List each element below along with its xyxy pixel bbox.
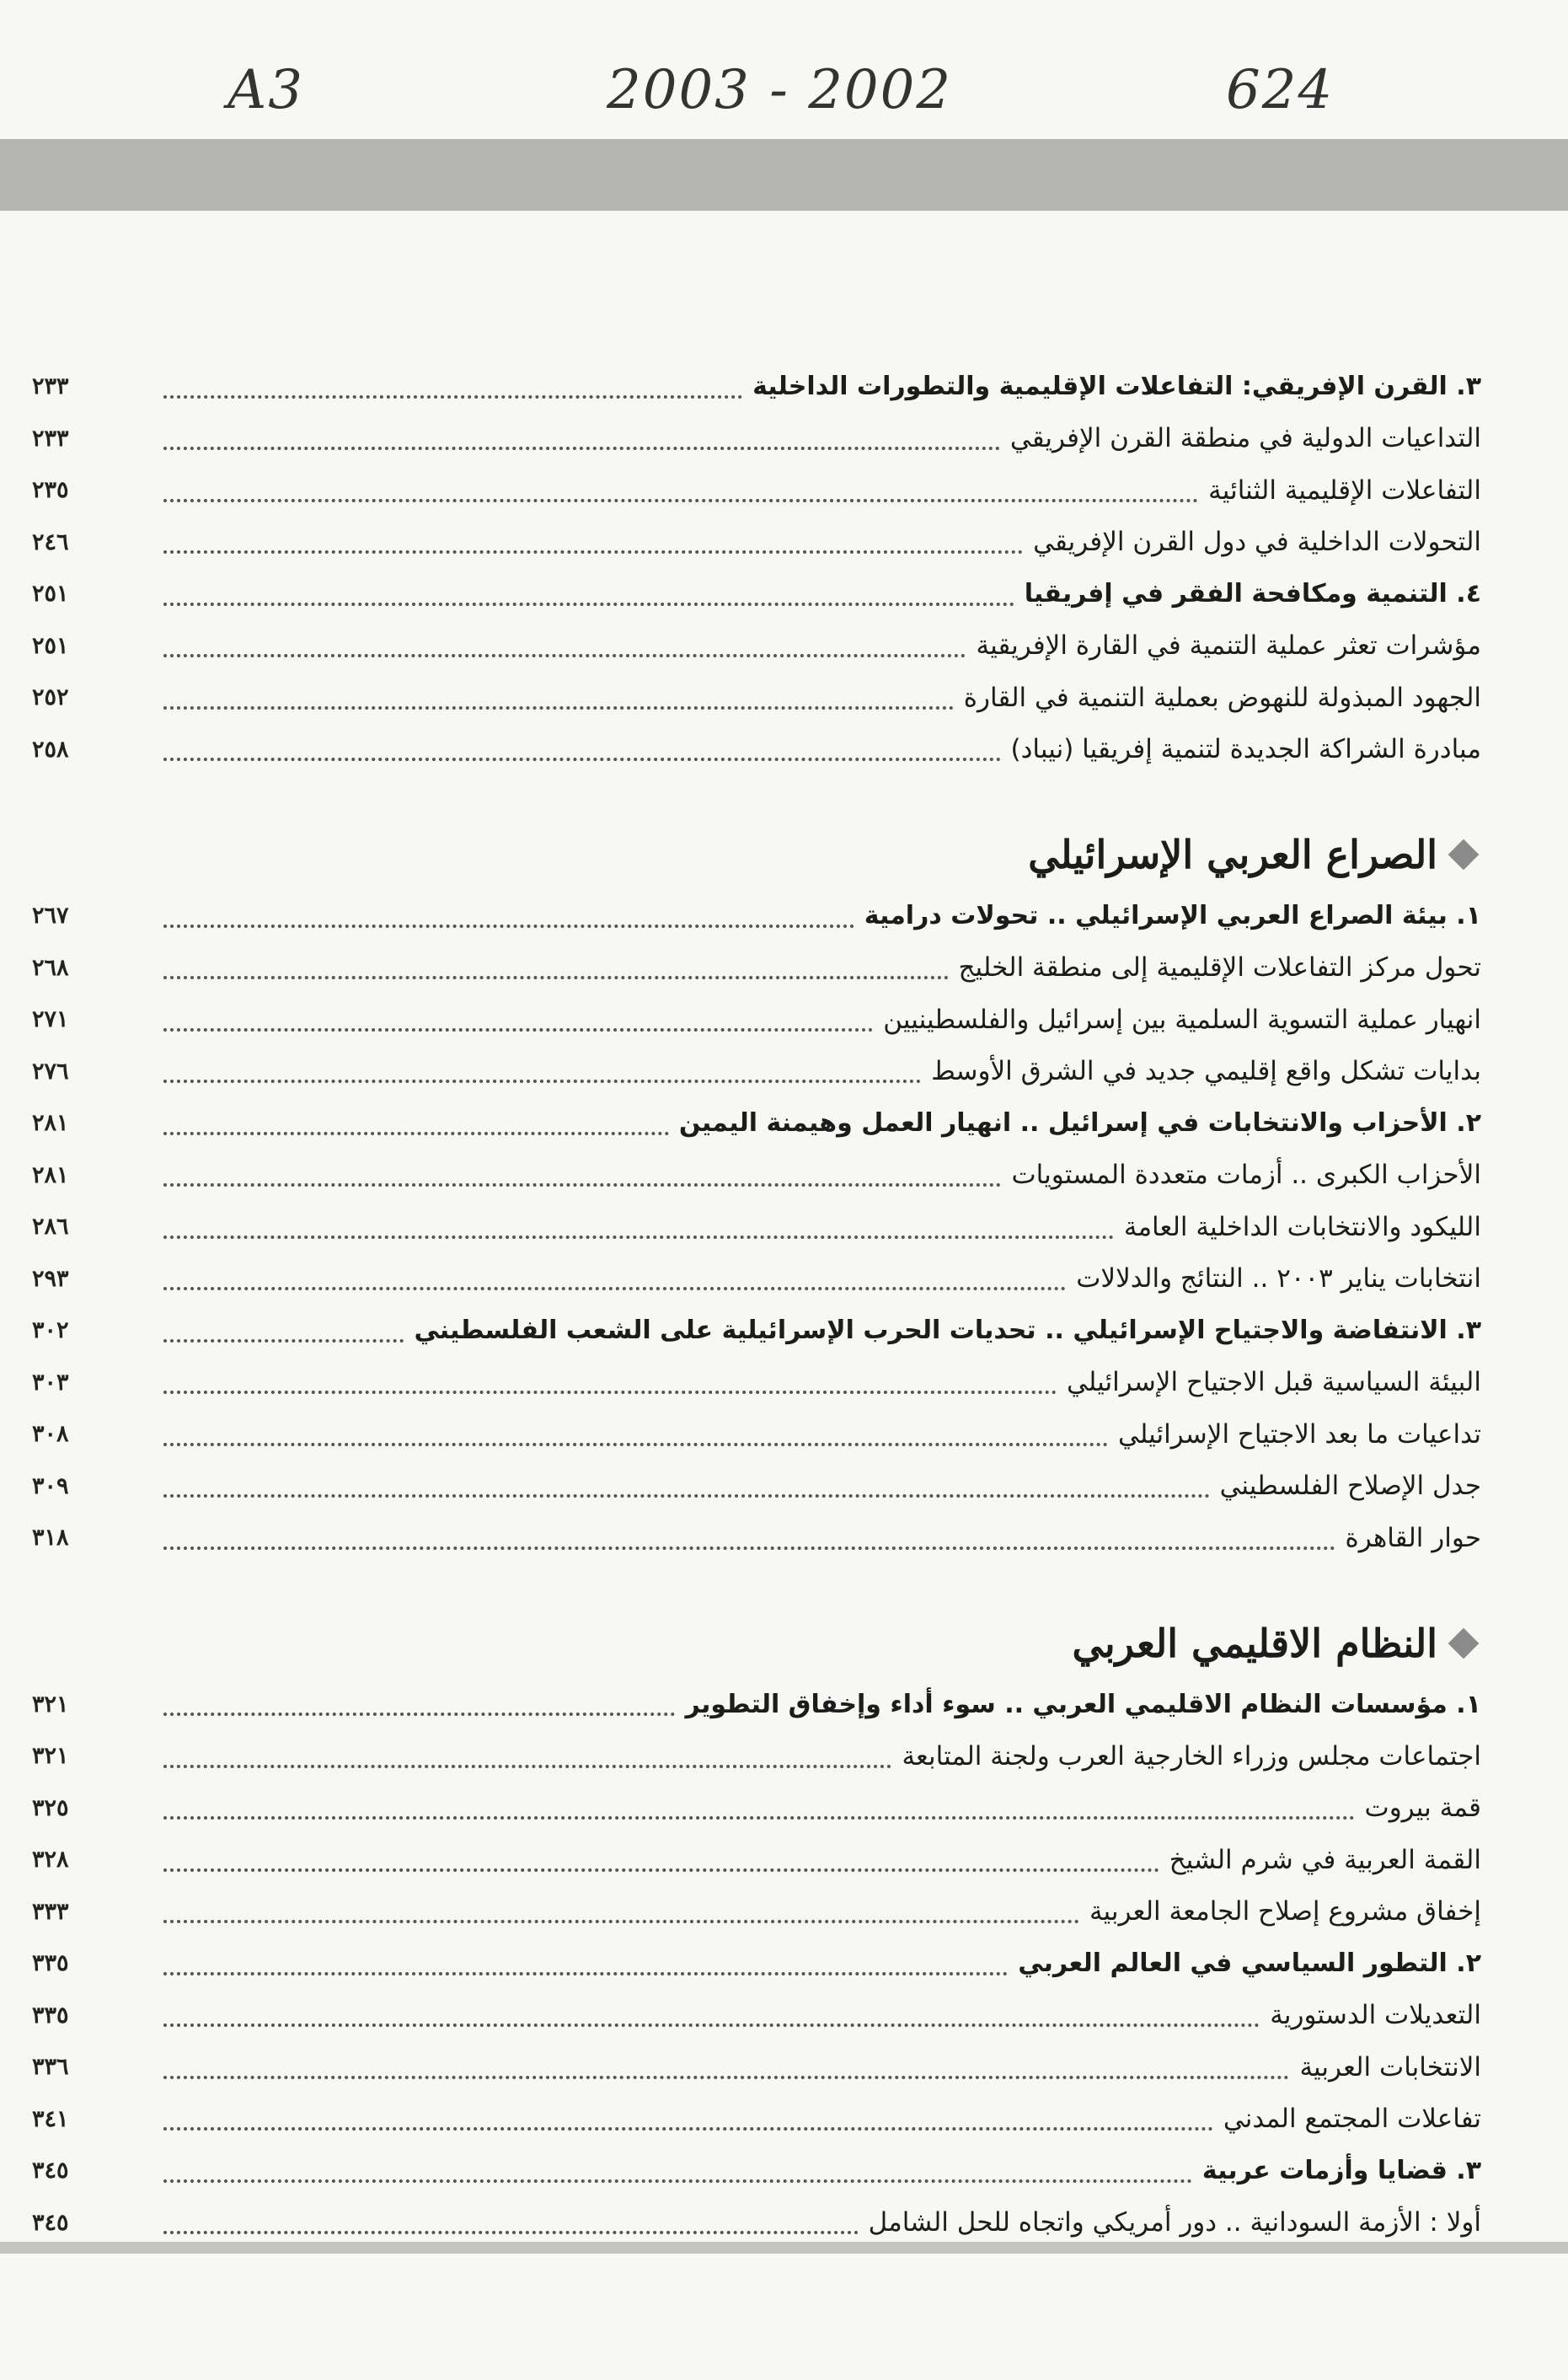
toc-chapter-row[interactable] <box>32 568 1481 620</box>
page-number: ٢٣٣ <box>32 373 69 400</box>
chapter-title: ٤. التنمية ومكافحة الفقر في إفريقيا <box>1024 579 1481 609</box>
entry-title: الأحزاب الكبرى .. أزمات متعددة المستويات <box>1011 1160 1481 1191</box>
toc-entry-row[interactable] <box>32 942 1481 994</box>
dot-leader <box>163 2231 859 2234</box>
dot-leader <box>163 2127 1213 2131</box>
toc-entry-row[interactable] <box>32 1253 1481 1305</box>
page-number: ٢٥١ <box>32 581 69 608</box>
dot-leader <box>163 1391 1057 1394</box>
entry-title: أولا : الأزمة السودانية .. دور أمريكي واتجاه للحل الشامل <box>868 2207 1481 2238</box>
section-heading <box>32 1608 1481 1679</box>
page-number: ٣٢٥ <box>32 1794 69 1821</box>
page-number: ٢٧٦ <box>32 1058 69 1085</box>
page-number: ٢٣٣ <box>32 425 69 452</box>
dot-leader <box>163 1494 1210 1498</box>
entry-title: تداعيات ما بعد الاجتياح الإسرائيلي <box>1117 1418 1481 1450</box>
toc-chapter-row[interactable] <box>32 1305 1481 1357</box>
toc-entry-row[interactable] <box>32 464 1481 517</box>
chapter-title: ٣. الانتفاضة والاجتياح الإسرائيلي .. تحديات الحرب الإسرائيلية على الشعب الفلسطيني <box>414 1316 1481 1346</box>
dot-leader <box>163 925 854 928</box>
page-number: ٢٥١ <box>32 632 69 659</box>
handwritten-number: 624 <box>1226 59 1335 121</box>
page-number: ٣٤٥ <box>32 2209 69 2236</box>
dot-leader <box>163 395 742 399</box>
page-number: ٣١٨ <box>32 1525 69 1552</box>
dot-leader <box>163 1236 1114 1239</box>
entry-title: انتخابات يناير ٢٠٠٣ .. النتائج والدلالات <box>1076 1263 1481 1295</box>
page-number: ٣٠٢ <box>32 1317 69 1344</box>
chapter-title: ١. بيئة الصراع العربي الإسرائيلي .. تحولات درامية <box>864 901 1481 931</box>
dot-leader <box>163 1132 669 1135</box>
entry-title: التداعيات الدولية في منطقة القرن الإفريقي <box>1009 423 1481 454</box>
toc-entry-row[interactable] <box>32 1730 1481 1782</box>
dot-leader <box>163 1713 675 1716</box>
page-number: ٢٦٧ <box>32 903 69 930</box>
entry-title: التفاعلات الإقليمية الثنائية <box>1208 474 1481 506</box>
toc-entry-row[interactable] <box>32 2041 1481 2093</box>
entry-title: مؤشرات تعثر عملية التنمية في القارة الإفريقية <box>976 630 1481 662</box>
toc-entry-row[interactable] <box>32 1512 1481 1564</box>
page-number: ٣٠٩ <box>32 1472 69 1499</box>
entry-title: قمة بيروت <box>1364 1793 1481 1824</box>
chapter-title: ٣. قضايا وأزمات عربية <box>1201 2156 1481 2186</box>
entry-title: التحولات الداخلية في دول القرن الإفريقي <box>1033 527 1481 558</box>
diamond-bullet-icon <box>1448 839 1480 871</box>
section-heading <box>32 819 1481 890</box>
entry-title: القمة العربية في شرم الشيخ <box>1169 1844 1481 1875</box>
entry-title: حوار القاهرة <box>1345 1522 1481 1553</box>
dot-leader <box>163 1920 1079 1923</box>
header-band <box>0 139 1568 211</box>
toc-entry-row[interactable] <box>32 517 1481 569</box>
toc-entry-row[interactable] <box>32 1461 1481 1513</box>
footer-band <box>0 2242 1568 2254</box>
toc-entry-row[interactable] <box>32 620 1481 673</box>
dot-leader <box>163 550 1023 554</box>
section-title: النظام الاقليمي العربي <box>1072 1620 1437 1666</box>
dot-leader <box>163 1339 404 1343</box>
dot-leader <box>163 758 1001 761</box>
entry-title: البيئة السياسية قبل الاجتياح الإسرائيلي <box>1067 1367 1481 1398</box>
page-number: ٣٠٨ <box>32 1421 69 1448</box>
toc-entry-row[interactable] <box>32 724 1481 776</box>
page-number: ٣٠٣ <box>32 1369 69 1396</box>
chapter-title: ٢. الأحزاب والانتخابات في إسرائيل .. انهيار العمل وهيمنة اليمين <box>678 1108 1481 1139</box>
page-number: ٢٤٦ <box>32 528 69 555</box>
entry-title: تحول مركز التفاعلات الإقليمية إلى منطقة الخليج <box>958 952 1481 984</box>
dot-leader <box>163 1080 921 1083</box>
page-number: ٢٨٦ <box>32 1214 69 1241</box>
page-number: ٣٣٥ <box>32 2002 69 2029</box>
entry-title: التعديلات الدستورية <box>1270 2000 1481 2031</box>
entry-title: جدل الإصلاح الفلسطيني <box>1219 1471 1481 1502</box>
toc-entry-row[interactable] <box>32 1357 1481 1409</box>
handwritten-years: 2003 - 2002 <box>607 59 953 121</box>
page-number: ٢٩٣ <box>32 1265 69 1292</box>
dot-leader <box>163 2179 1192 2183</box>
page-number: ٢٦٨ <box>32 954 69 981</box>
entry-title: بدايات تشكل واقع إقليمي جديد في الشرق الأوسط <box>931 1056 1481 1087</box>
dot-leader <box>163 1816 1355 1820</box>
toc-entry-row[interactable] <box>32 2197 1481 2249</box>
entry-title: الانتخابات العربية <box>1299 2051 1481 2082</box>
page-number: ٣٢٨ <box>32 1847 69 1873</box>
toc-entry-row[interactable] <box>32 672 1481 724</box>
toc-entry-row[interactable] <box>32 1834 1481 1886</box>
page-number: ٢٧١ <box>32 1006 69 1033</box>
dot-leader <box>163 1972 1008 1975</box>
page-number: ٣٢١ <box>32 1691 69 1718</box>
dot-leader <box>163 603 1014 606</box>
dot-leader <box>163 1546 1335 1550</box>
page-number: ٢٨١ <box>32 1161 69 1188</box>
page-number: ٣٣٦ <box>32 2054 69 2081</box>
entry-title: انهيار عملية التسوية السلمية بين إسرائيل والفلسطينيين <box>883 1004 1481 1035</box>
page-number: ٣٤١ <box>32 2105 69 2132</box>
page-number: ٣٤٥ <box>32 2158 69 2184</box>
page-number: ٣٣٣ <box>32 1898 69 1925</box>
entry-title: الليكود والانتخابات الداخلية العامة <box>1123 1211 1481 1242</box>
dot-leader <box>163 654 966 657</box>
page-number: ٢٥٨ <box>32 736 69 763</box>
page-number: ٢٣٥ <box>32 477 69 504</box>
dot-leader <box>163 1028 873 1032</box>
chapter-title: ٣. القرن الإفريقي: التفاعلات الإقليمية والتطورات الداخلية <box>752 372 1481 402</box>
entry-title: الجهود المبذولة للنهوض بعملية التنمية في القارة <box>963 682 1481 713</box>
entry-title: إخفاق مشروع إصلاح الجامعة العربية <box>1089 1896 1481 1927</box>
toc-entry-row[interactable] <box>32 1150 1481 1202</box>
dot-leader <box>163 447 1000 450</box>
toc-entry-row[interactable] <box>32 413 1481 465</box>
diamond-bullet-icon <box>1448 1627 1480 1659</box>
table-of-contents <box>32 361 1481 2249</box>
toc-entry-row[interactable] <box>32 1990 1481 2042</box>
toc-entry-row[interactable] <box>32 1782 1481 1835</box>
toc-chapter-row[interactable] <box>32 1097 1481 1150</box>
page-number: ٢٨١ <box>32 1110 69 1137</box>
dot-leader <box>163 706 954 710</box>
toc-entry-row[interactable] <box>32 994 1481 1046</box>
dot-leader <box>163 499 1198 502</box>
dot-leader <box>163 1765 891 1768</box>
toc-chapter-row[interactable] <box>32 1679 1481 1731</box>
toc-chapter-row[interactable] <box>32 1938 1481 1990</box>
toc-entry-row[interactable] <box>32 1201 1481 1253</box>
chapter-title: ٢. التطور السياسي في العالم العربي <box>1018 1948 1481 1979</box>
toc-entry-row[interactable] <box>32 1408 1481 1461</box>
dot-leader <box>163 1287 1066 1290</box>
toc-chapter-row[interactable] <box>32 890 1481 942</box>
toc-entry-row[interactable] <box>32 2093 1481 2146</box>
dot-leader <box>163 2024 1260 2027</box>
entry-title: تفاعلات المجتمع المدني <box>1223 2104 1481 2135</box>
dot-leader <box>163 2076 1289 2079</box>
toc-entry-row[interactable] <box>32 1046 1481 1098</box>
entry-title: مبادرة الشراكة الجديدة لتنمية إفريقيا (نيباد) <box>1010 734 1481 765</box>
section-title: الصراع العربي الإسرائيلي <box>1028 832 1437 877</box>
dot-leader <box>163 1868 1159 1872</box>
toc-chapter-row[interactable] <box>32 361 1481 413</box>
entry-title: اجتماعات مجلس وزراء الخارجية العرب ولجنة المتابعة <box>902 1740 1481 1772</box>
toc-entry-row[interactable] <box>32 1886 1481 1938</box>
page-number: ٣٣٥ <box>32 1950 69 1977</box>
chapter-title: ١. مؤسسات النظام الاقليمي العربي .. سوء أداء وإخفاق التطوير <box>685 1689 1481 1719</box>
handwritten-code: A3 <box>227 59 304 121</box>
dot-leader <box>163 976 949 979</box>
dot-leader <box>163 1183 1001 1187</box>
dot-leader <box>163 1443 1108 1446</box>
page-number: ٢٥٢ <box>32 684 69 711</box>
toc-chapter-row[interactable] <box>32 2145 1481 2197</box>
page-number: ٣٢١ <box>32 1743 69 1770</box>
